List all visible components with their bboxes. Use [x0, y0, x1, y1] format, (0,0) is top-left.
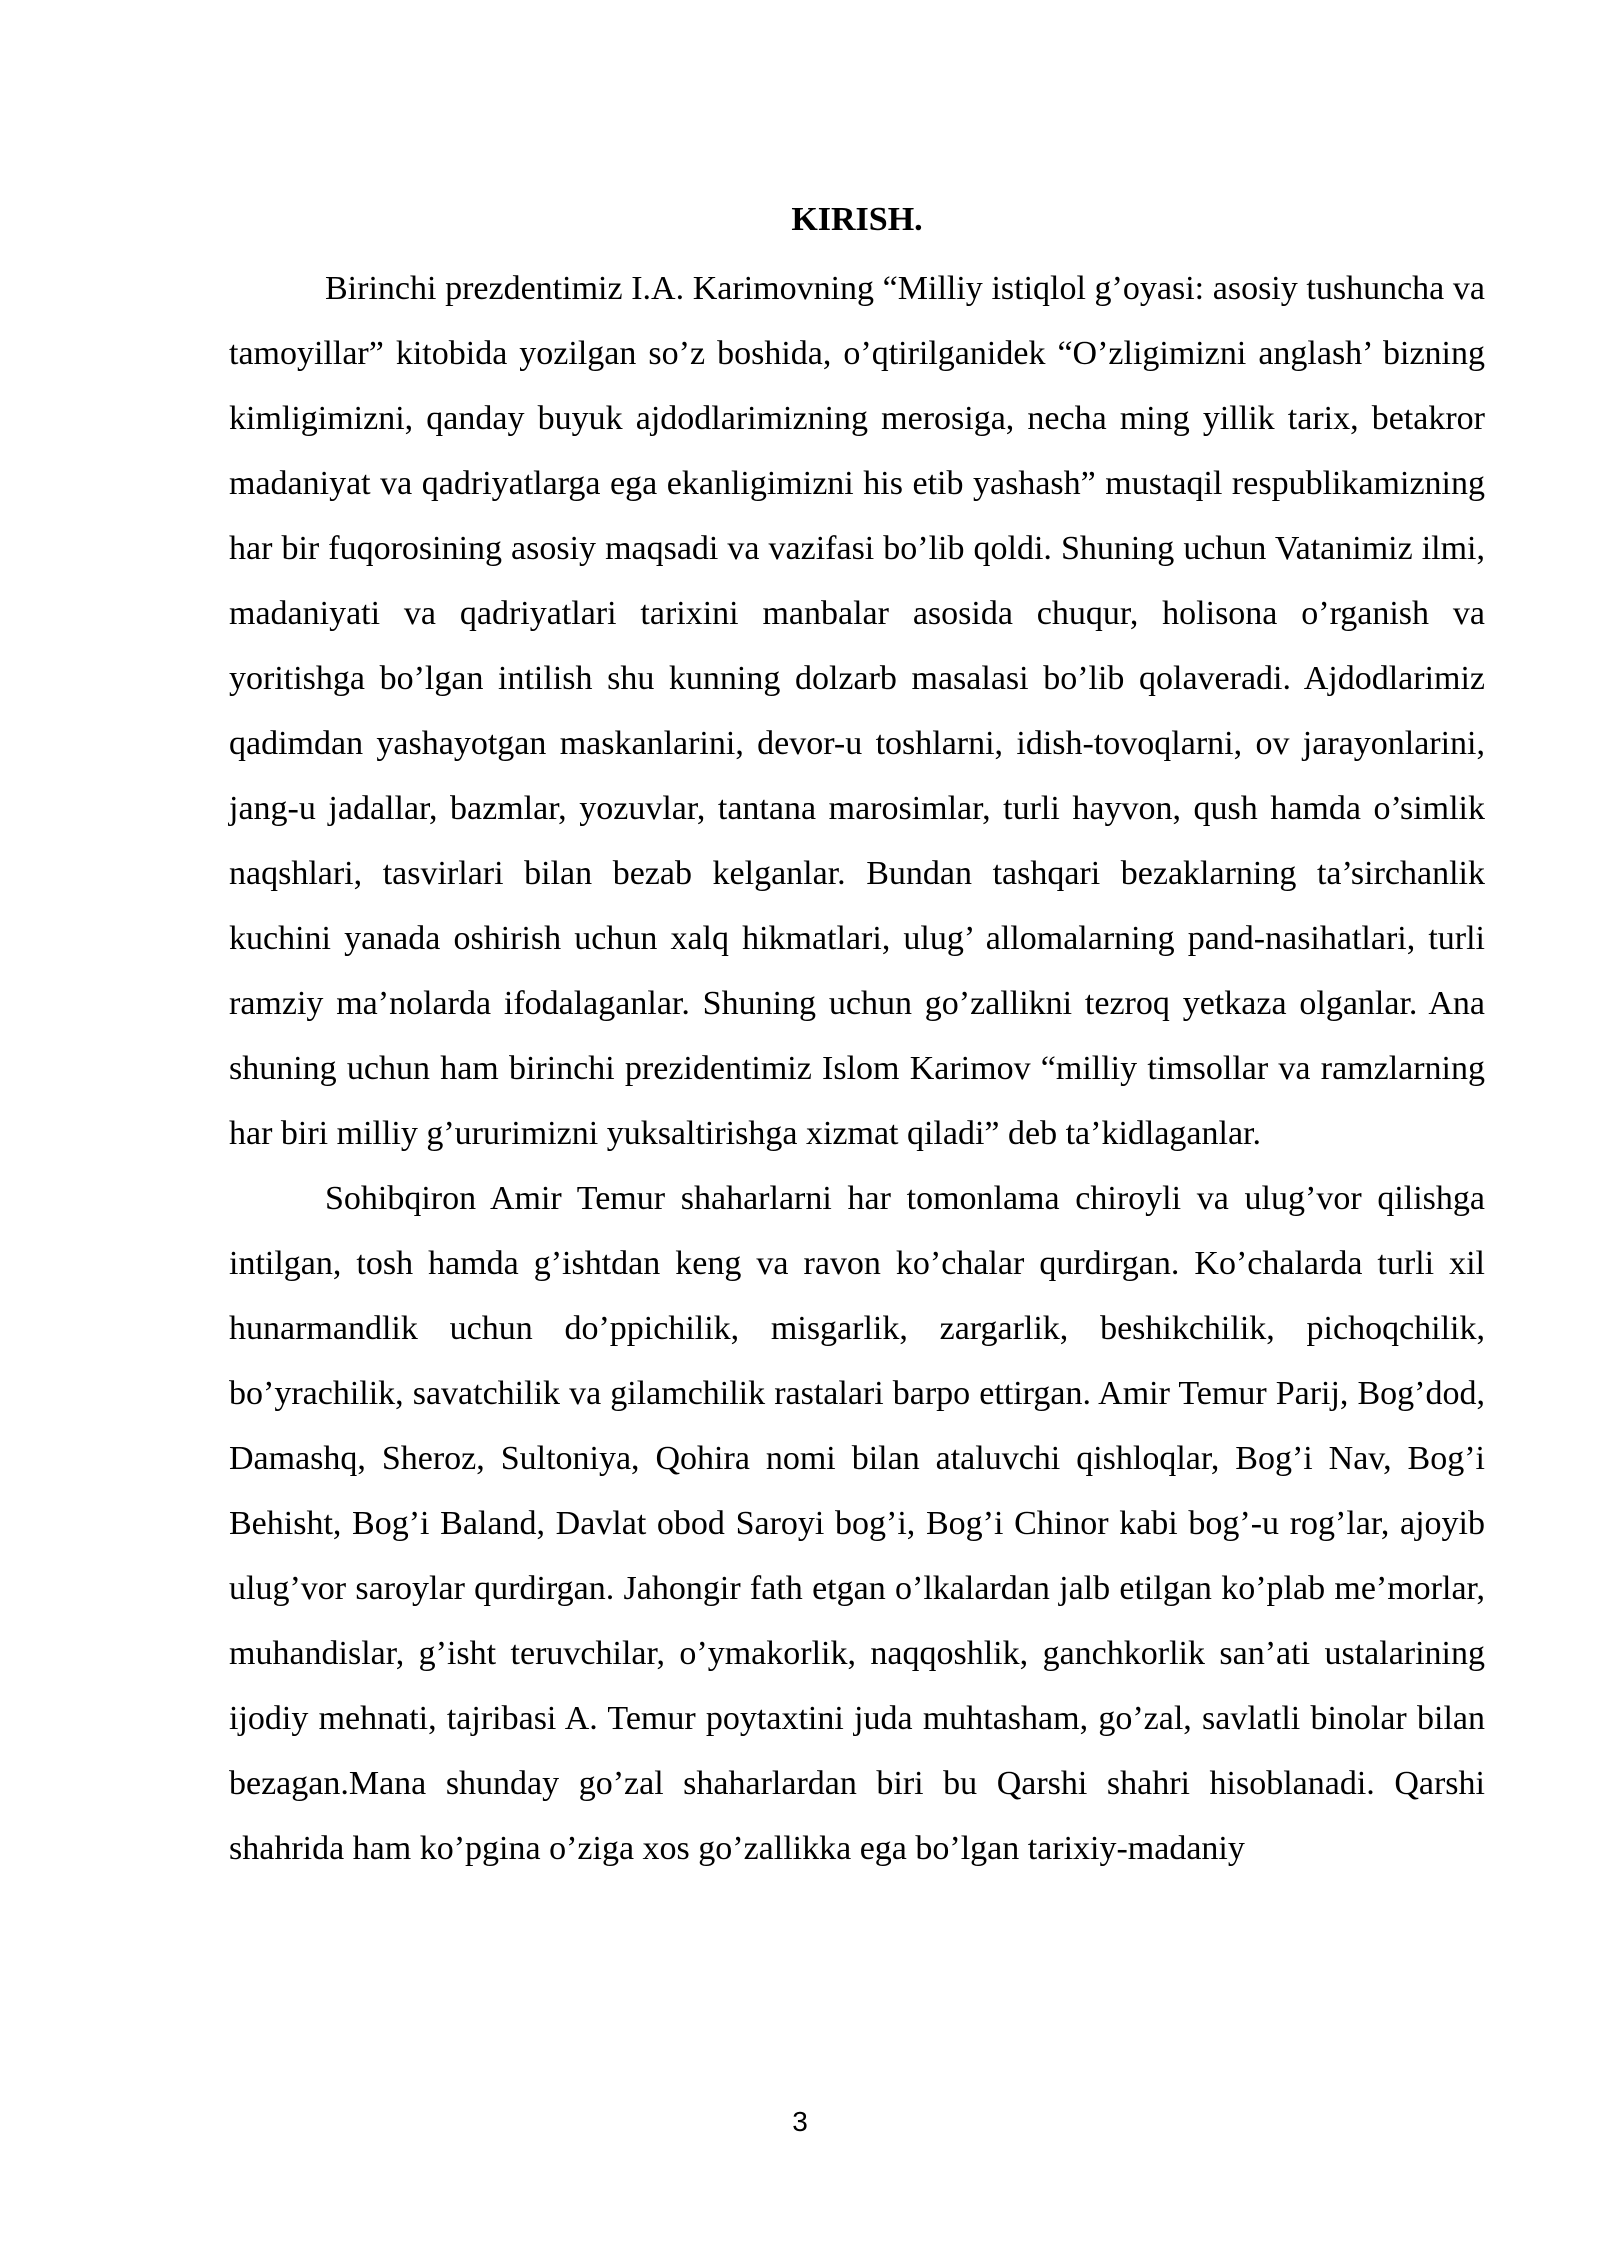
document-page: [229, 194, 1485, 1881]
paragraph-amir-temur: Sohibqiron Amir Temur shaharlarni har tomonlama chiroyli va ulug’vor qilishga intilgan, tosh hamda g’ishtdan keng va ravon ko’chalar qurdirgan. Ko’chalarda turli xil hunarmandlik uchun do’ppichilik, misgarlik, zargarlik, beshikchilik, pichoqchilik, bo’yrachilik, savatchilik va gilamchilik rastalari barpo ettirgan. Amir Temur Parij, Bog’dod, Damashq, Sheroz, Sultoniya, Qohira nomi bilan ataluvchi qishloqlar, Bog’i Nav, Bog’i Behisht, Bog’i Baland, Davlat obod Saroyi bog’i, Bog’i Chinor kabi bog’-u rog’lar, ajoyib ulug’vor saroylar qurdirgan. Jahongir fath etgan o’lkalardan jalb etilgan ko’plab me’morlar, muhandislar, g’isht teruvchilar, o’ymakorlik, naqqoshlik, ganchkorlik san’ati ustalarining ijodiy mehnati, tajribasi A. Temur poytaxtini juda muhtasham, go’zal, savlatli binolar bilan bezagan.Mana shunday go’zal shaharlardan biri bu Qarshi shahri hisoblanadi. Qarshi shahrida ham ko’pgina o’ziga xos go’zallikka ega bo’lgan tarixiy-madaniy: [229, 1180, 1485, 1867]
section-title: KIRISH.: [791, 201, 923, 238]
page-number: 3: [792, 2106, 808, 2137]
paragraph-intro: Birinchi prezdentimiz I.A. Karimovning “Milliy istiqlol g’oyasi: asosiy tushuncha va tamoyillar” kitobida yozilgan so’z boshida, o’qtirilganidek “O’zligimizni anglash’ bizning kimligimizni, qanday buyuk ajdodlarimizning merosiga, necha ming yillik tarix, betakror madaniyat va qadriyatlarga ega ekanligimizni his etib yashash” mustaqil respublikamizning har bir fuqorosining asosiy maqsadi va vazifasi bo’lib qoldi. Shuning uchun Vatanimiz ilmi, madaniyati va qadriyatlari tarixini manbalar asosida chuqur, holisona o’rganish va yoritishga bo’lgan intilish shu kunning dolzarb masalasi bo’lib qolaveradi. Ajdodlarimiz qadimdan yashayotgan maskanlarini, devor-u toshlarni, idish-tovoqlarni, ov jarayonlarini, jang-u jadallar, bazmlar, yozuvlar, tantana marosimlar, turli hayvon, qush hamda o’simlik naqshlari, tasvirlari bilan bezab kelganlar. Bundan tashqari bezaklarning ta’sirchanlik kuchini yanada oshirish uchun xalq hikmatlari, ulug’ allomalarning pand-nasihatlari, turli ramziy ma’nolarda ifodalaganlar. Shuning uchun go’zallikni tezroq yetkaza olganlar. Ana shuning uchun ham birinchi prezidentimiz Islom Karimov “milliy timsollar va ramzlarning har biri milliy g’ururimizni yuksaltirishga xizmat qiladi” deb ta’kidlaganlar.: [229, 270, 1485, 1152]
